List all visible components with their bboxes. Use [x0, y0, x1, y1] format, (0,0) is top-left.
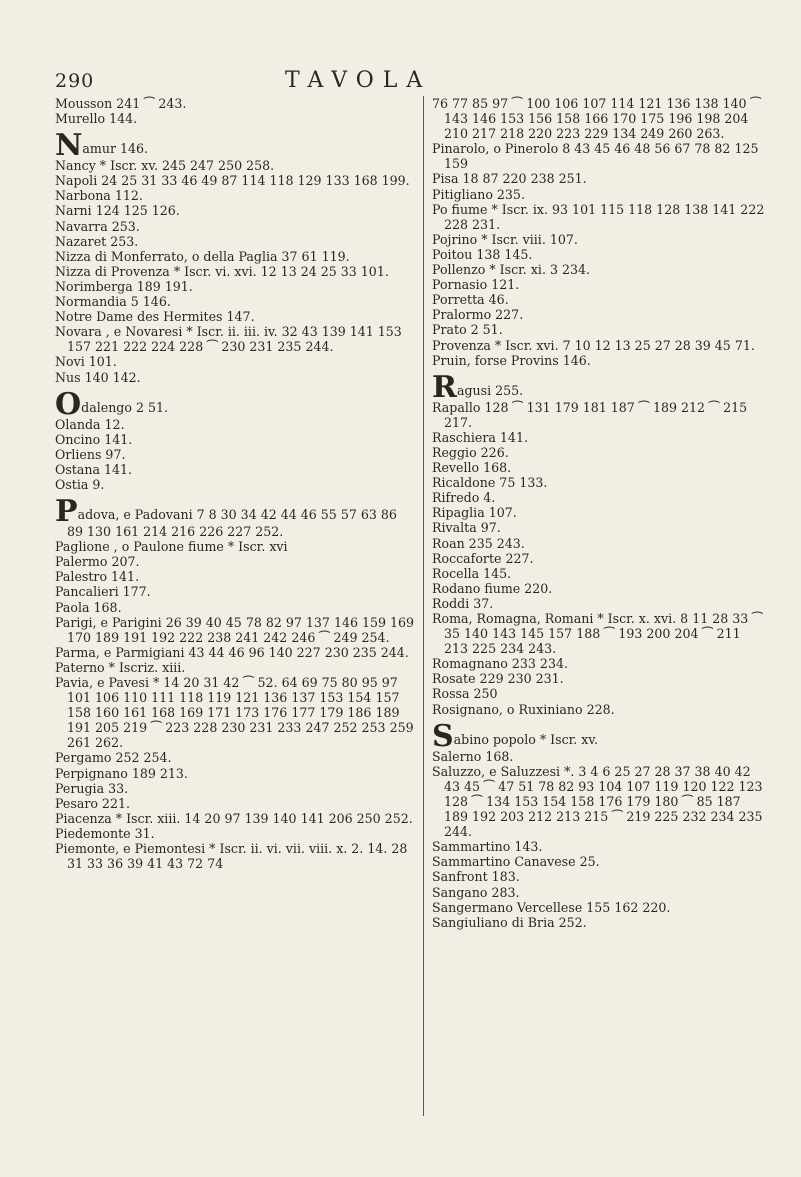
entry-text: 76 77 85 97 ⁀ 100 106 107 114 121 136 138 140 ⁀ 143 146 153 156 158 166 170 175 196 198 204 210 217 218 220 223 229 134 249 260 263.	[432, 96, 761, 142]
index-section-start	[432, 718, 767, 754]
entry-text: Paola 168.	[55, 599, 122, 615]
index-entry	[432, 430, 767, 445]
page-header	[55, 70, 755, 96]
index-entry	[432, 551, 767, 566]
index-entry	[55, 324, 415, 354]
index-entry	[432, 490, 767, 505]
entry-text: Sanfront 183.	[432, 869, 520, 885]
entry-text: Rivalta 97.	[432, 520, 501, 536]
index-entry	[55, 675, 415, 750]
entry-text: Saluzzo, e Saluzzesi *. 3 4 6 25 27 28 37 38 40 42 43 45 ⁀ 47 51 78 82 93 104 107 119 120 122 123 128 ⁀ 134 153 154 158 176 179 180 ⁀ 85 187 189 192 203 212 213 215 ⁀ 219 225 232 234 235 244.	[432, 763, 763, 840]
index-entry	[55, 111, 415, 126]
entry-text: Pesaro 221.	[55, 795, 130, 811]
entry-text: Paterno * Iscriz. xiii.	[55, 659, 186, 675]
entry-text: Pralormo 227.	[432, 307, 524, 323]
index-entry	[55, 234, 415, 249]
index-entry	[432, 475, 767, 490]
index-column-right	[432, 96, 767, 930]
entry-text: Mousson 241 ⁀ 243.	[55, 96, 187, 111]
index-entry	[432, 671, 767, 686]
entry-text: Sangiuliano di Bria 252.	[432, 914, 587, 930]
entry-text: Palermo 207.	[55, 554, 140, 570]
index-entry	[432, 764, 767, 839]
entry-text: Nizza di Provenza * Iscr. vi. xvi. 12 13 24 25 33 101.	[55, 263, 389, 279]
entry-text: Ricaldone 75 133.	[432, 475, 548, 491]
index-section-start	[55, 494, 415, 540]
entry-text: Pavia, e Pavesi * 14 20 31 42 ⁀ 52. 64 69 75 80 95 97 101 106 110 111 118 119 121 136 137 153 154 157 158 160 161 168 169 171 173 176 177 179 186 189 191 205 219 ⁀ 223 228 230 231 233 247 252 253 259 261 262.	[55, 675, 414, 751]
index-entry	[55, 477, 415, 492]
entry-text: Narni 124 125 126.	[55, 203, 180, 219]
index-entry	[432, 581, 767, 596]
index-entry	[55, 645, 415, 660]
entry-text: Rosate 229 230 231.	[432, 671, 564, 687]
entry-text: Pollenzo * Iscr. xi. 3 234.	[432, 262, 591, 278]
index-entry	[432, 141, 767, 171]
entry-text: Napoli 24 25 31 33 46 49 87 114 118 129 133 168 199.	[55, 173, 410, 189]
section-initial: S	[432, 718, 454, 754]
entry-text: Provenza * Iscr. xvi. 7 10 12 13 25 27 28 39 45 71.	[432, 337, 755, 353]
entry-text: Romagnano 233 234.	[432, 656, 568, 672]
index-entry	[432, 854, 767, 869]
index-entry	[432, 400, 767, 430]
entry-text: Po fiume * Iscr. ix. 93 101 115 118 128 138 141 222 228 231.	[432, 201, 765, 232]
entry-text: Murello 144.	[55, 111, 138, 127]
index-entry	[432, 202, 767, 232]
entry-text: Notre Dame des Hermites 147.	[55, 309, 255, 325]
index-entry	[432, 445, 767, 460]
entry-text: Roan 235 243.	[432, 535, 525, 551]
entry-text: Sammartino 143.	[432, 839, 543, 855]
index-entry	[432, 338, 767, 353]
entry-text: Sangermano Vercellese 155 162 220.	[432, 899, 671, 915]
entry-text: Nancy * Iscr. xv. 245 247 250 258.	[55, 158, 275, 174]
index-entry	[55, 615, 415, 645]
index-entry	[432, 292, 767, 307]
index-section-start	[432, 369, 767, 405]
index-entry	[55, 354, 415, 369]
index-entry	[432, 505, 767, 520]
index-entry	[55, 417, 415, 432]
index-entry	[55, 462, 415, 477]
index-entry	[55, 279, 415, 294]
index-entry	[55, 309, 415, 324]
entry-text: Nizza di Monferrato, o della Paglia 37 61 119.	[55, 248, 350, 264]
index-entry	[55, 600, 415, 615]
index-entry	[55, 249, 415, 264]
index-entry	[55, 173, 415, 188]
entry-text: Roma, Romagna, Romani * Iscr. x. xvi. 8 11 28 33 ⁀ 35 140 143 145 157 188 ⁀ 193 200 204 ⁀ 211 213 225 234 243.	[432, 611, 763, 657]
entry-text: dalengo 2 51.	[81, 399, 168, 415]
index-entry	[55, 294, 415, 309]
index-entry	[432, 900, 767, 915]
entry-text: Perpignano 189 213.	[55, 765, 188, 781]
entry-text: Pornasio 121.	[432, 277, 520, 293]
entry-text: Salerno 168.	[432, 748, 514, 764]
index-entry	[55, 811, 415, 826]
section-initial: O	[55, 386, 82, 422]
entry-text: Rifredo 4.	[432, 490, 496, 506]
entry-text: Poitou 138 145.	[432, 246, 533, 262]
running-title: TAVOLA	[285, 68, 432, 93]
entry-text: Parigi, e Parigini 26 39 40 45 78 82 97 137 146 159 169 170 189 191 192 222 238 241 242 246 ⁀ 249 254.	[55, 614, 415, 645]
index-entry	[432, 171, 767, 186]
entry-text: Narbona 112.	[55, 188, 143, 204]
index-entry	[432, 277, 767, 292]
index-entry	[432, 232, 767, 247]
index-entry	[432, 536, 767, 551]
index-entry	[55, 660, 415, 675]
entry-text: Norimberga 189 191.	[55, 278, 193, 294]
index-entry	[432, 353, 767, 368]
index-entry	[432, 656, 767, 671]
index-entry	[55, 584, 415, 599]
index-entry	[432, 596, 767, 611]
entry-text: Pinarolo, o Pinerolo 8 43 45 46 48 56 67 78 82 125 159	[432, 141, 759, 172]
entry-text: Pergamo 252 254.	[55, 750, 172, 766]
index-entry	[55, 781, 415, 796]
entry-text: Rodano fiume 220.	[432, 580, 553, 596]
entry-text: Piedemonte 31.	[55, 825, 155, 841]
index-entry	[55, 447, 415, 462]
entry-text: Rocella 145.	[432, 565, 512, 581]
entry-text: Parma, e Parmigiani 43 44 46 96 140 227 230 235 244.	[55, 644, 409, 660]
entry-text: Porretta 46.	[432, 292, 509, 308]
entry-text: Piemonte, e Piemontesi * Iscr. ii. vi. vii. viii. x. 2. 14. 28 31 33 36 39 41 43 72 74	[55, 841, 408, 872]
entry-text: Pitigliano 235.	[432, 186, 525, 202]
index-entry	[432, 869, 767, 884]
index-entry	[55, 569, 415, 584]
index-entry	[55, 158, 415, 173]
index-column-left	[55, 96, 415, 871]
index-entry	[432, 262, 767, 277]
index-entry	[432, 520, 767, 535]
index-entry	[432, 686, 767, 701]
index-entry	[432, 322, 767, 337]
entry-text: Navarra 253.	[55, 218, 140, 234]
entry-text: Ostia 9.	[55, 476, 105, 492]
index-entry	[432, 247, 767, 262]
entry-text: Pojrino * Iscr. viii. 107.	[432, 231, 578, 247]
entry-text: Rosignano, o Ruxiniano 228.	[432, 701, 615, 717]
index-entry	[432, 839, 767, 854]
column-divider	[423, 96, 424, 1116]
index-entry	[432, 885, 767, 900]
index-entry	[432, 187, 767, 202]
index-entry	[55, 264, 415, 279]
entry-text: Novi 101.	[55, 354, 117, 370]
entry-text: Rapallo 128 ⁀ 131 179 181 187 ⁀ 189 212 ⁀ 215 217.	[432, 399, 748, 430]
entry-text: agusi 255.	[456, 382, 524, 398]
entry-text: Novara , e Novaresi * Iscr. ii. iii. iv. 32 43 139 141 153 157 221 222 224 228 ⁀ 230 231 235 244.	[55, 324, 402, 355]
page-number: 290	[55, 70, 95, 92]
index-entry	[432, 96, 767, 141]
section-initial: N	[55, 128, 83, 164]
entry-text: Prato 2 51.	[432, 322, 503, 338]
index-entry	[432, 566, 767, 581]
entry-text: Raschiera 141.	[432, 429, 528, 445]
index-entry	[432, 460, 767, 475]
entry-text: Piacenza * Iscr. xiii. 14 20 97 139 140 141 206 250 252.	[55, 810, 413, 826]
index-entry	[432, 307, 767, 322]
entry-text: Olanda 12.	[55, 416, 125, 432]
entry-text: adova, e Padovani 7 8 30 34 42 44 46 55 57 63 86 89 130 161 214 216 226 227 252.	[67, 507, 397, 540]
entry-text: Paglione , o Paulone fiume * Iscr. xvi	[55, 539, 288, 555]
entry-text: Sammartino Canavese 25.	[432, 854, 600, 870]
entry-text: Roccaforte 227.	[432, 550, 534, 566]
index-entry	[432, 915, 767, 930]
index-section-start	[55, 386, 415, 422]
section-initial: P	[55, 494, 78, 530]
index-entry	[432, 702, 767, 717]
index-entry	[55, 841, 415, 871]
index-entry	[55, 539, 415, 554]
index-section-start	[55, 128, 415, 164]
index-entry	[55, 750, 415, 765]
index-entry	[55, 554, 415, 569]
index-entry	[55, 432, 415, 447]
index-entry	[55, 188, 415, 203]
index-entry	[55, 796, 415, 811]
index-entry	[55, 203, 415, 218]
index-entry	[432, 611, 767, 656]
index-entry	[432, 749, 767, 764]
entry-text: Perugia 33.	[55, 780, 129, 796]
entry-text: Ripaglia 107.	[432, 505, 517, 521]
entry-text: Pisa 18 87 220 238 251.	[432, 171, 587, 187]
entry-text: Roddi 37.	[432, 595, 494, 611]
index-entry	[55, 766, 415, 781]
entry-text: Nus 140 142.	[55, 369, 141, 385]
entry-text: Normandia 5 146.	[55, 294, 171, 310]
entry-text: Oncino 141.	[55, 431, 133, 447]
entry-text: Pancalieri 177.	[55, 584, 151, 600]
entry-text: Sangano 283.	[432, 884, 520, 900]
entry-text: Rossa 250	[432, 686, 498, 702]
entry-text: Orliens 97.	[55, 446, 126, 462]
entry-text: Reggio 226.	[432, 444, 509, 460]
entry-text: Palestro 141.	[55, 569, 140, 585]
entry-text: Revello 168.	[432, 460, 512, 476]
index-entry	[55, 370, 415, 385]
index-entry	[55, 219, 415, 234]
entry-text: Ostana 141.	[55, 461, 133, 477]
entry-text: Nazaret 253.	[55, 233, 139, 249]
entry-text: Pruin, forse Provins 146.	[432, 352, 591, 368]
entry-text: amur 146.	[82, 141, 149, 157]
index-entry	[55, 826, 415, 841]
entry-text: abino popolo * Iscr. xv.	[453, 731, 599, 747]
section-initial: R	[432, 369, 457, 405]
index-entry	[55, 96, 415, 111]
